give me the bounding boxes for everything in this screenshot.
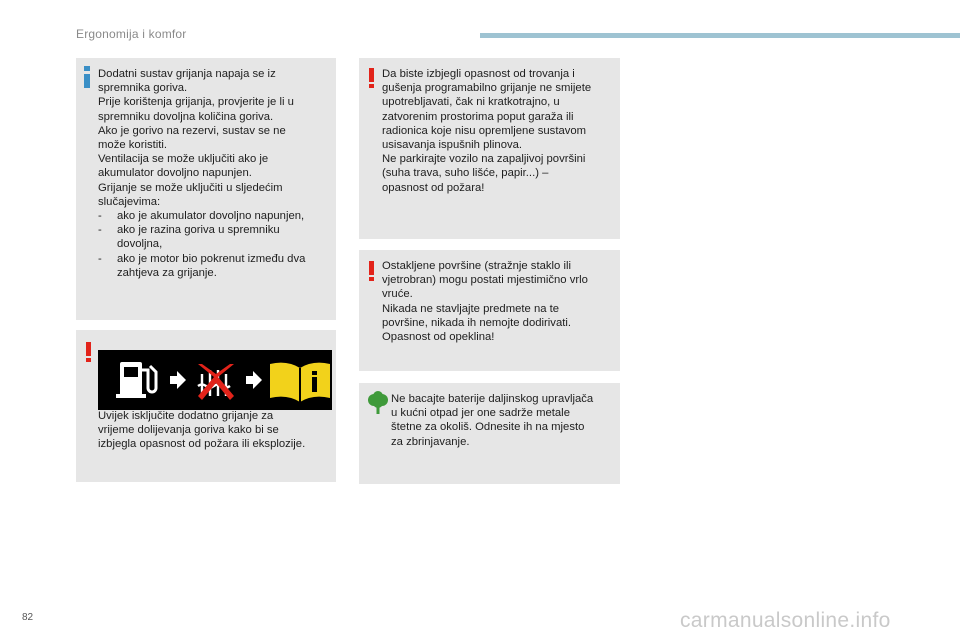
text-line: Ventilacija se može uključiti ako je bbox=[98, 153, 269, 166]
handbook-info-icon bbox=[270, 363, 330, 402]
text-line: spremniku dovoljna količina goriva. bbox=[98, 110, 274, 123]
section-title: Ergonomija i komfor bbox=[76, 27, 187, 41]
text-line: Grijanje se može uključiti u sljedećim bbox=[98, 181, 283, 194]
arrow-right-icon bbox=[246, 371, 262, 389]
list-dash: - bbox=[98, 210, 102, 223]
text-line: površine, nikada ih nemojte dodirivati. bbox=[382, 316, 572, 329]
text-line: slučajevima: bbox=[98, 195, 161, 208]
text-line: gušenja programabilno grijanje ne smijete bbox=[382, 82, 592, 95]
text-line: ako je akumulator dovoljno napunjen, bbox=[117, 210, 305, 223]
warning-icon bbox=[369, 261, 374, 281]
list-item bbox=[98, 209, 334, 223]
list-dash: - bbox=[98, 224, 102, 237]
condition-list bbox=[98, 209, 334, 280]
text-line: zatvorenim prostorima poput garaža ili bbox=[382, 110, 574, 123]
refuel-pictogram bbox=[98, 350, 332, 410]
text-line: Ako je gorivo na rezervi, sustav se ne bbox=[98, 124, 286, 137]
text-line: Ne bacajte baterije daljinskog upravljača bbox=[391, 393, 594, 405]
heater-crossed-icon bbox=[198, 364, 234, 400]
arrow-right-icon bbox=[170, 371, 186, 389]
text-line: Opasnost od opeklina! bbox=[382, 331, 495, 344]
text-line: zahtjeva za grijanje. bbox=[117, 266, 217, 279]
text-line: vruće. bbox=[382, 288, 413, 301]
warning-icon bbox=[369, 68, 374, 88]
environment-note-text bbox=[391, 392, 617, 449]
text-line: može koristiti. bbox=[98, 139, 168, 152]
environment-note-box bbox=[359, 383, 620, 484]
list-item bbox=[98, 252, 334, 280]
text-line: Prije korištenja grijanja, provjerite je li u bbox=[98, 96, 294, 109]
text-line: Ne parkirajte vozilo na zapaljivoj površini bbox=[382, 153, 586, 166]
poisoning-warning-box bbox=[359, 58, 620, 239]
text-line: spremnika goriva. bbox=[98, 82, 188, 95]
text-line: vjetrobran) mogu postati mjestimično vrlo bbox=[382, 274, 588, 287]
text-line: vrijeme dolijevanja goriva kako bi se bbox=[98, 424, 279, 437]
info-note-text bbox=[98, 67, 334, 280]
text-line: Da biste izbjegli opasnost od trovanja i bbox=[382, 68, 575, 80]
info-note-box bbox=[76, 58, 336, 320]
text-line: radionica koje nisu opremljene sustavom bbox=[382, 124, 587, 137]
text-line: izbjegla opasnost od požara ili eksplozije. bbox=[98, 438, 306, 451]
refuel-warning-text bbox=[98, 409, 334, 452]
text-line: ako je motor bio pokrenut između dva bbox=[117, 252, 306, 265]
text-line: Nikada ne stavljajte predmete na te bbox=[382, 302, 560, 315]
text-line: opasnost od požara! bbox=[382, 181, 485, 194]
list-dash: - bbox=[98, 252, 102, 265]
text-line: (suha trava, suho lišće, papir...) – bbox=[382, 167, 549, 180]
burns-warning-box bbox=[359, 250, 620, 371]
eco-tree-icon bbox=[367, 391, 389, 415]
text-line: usisavanja ispušnih plinova. bbox=[382, 139, 523, 152]
fuel-pump-icon bbox=[116, 362, 156, 398]
text-line: za zbrinjavanje. bbox=[391, 435, 470, 448]
watermark-text: carmanualsonline.info bbox=[680, 609, 891, 632]
text-line: dovoljna, bbox=[117, 238, 163, 251]
page-number: 82 bbox=[22, 612, 34, 623]
burns-warning-text bbox=[382, 259, 618, 344]
text-line: štetne za okoliš. Odnesite ih na mjesto bbox=[391, 421, 585, 434]
text-line: ako je razina goriva u spremniku bbox=[117, 224, 280, 237]
info-icon bbox=[84, 66, 90, 88]
text-line: u kućni otpad jer one sadrže metale bbox=[391, 407, 570, 420]
refuel-warning-box bbox=[76, 330, 336, 482]
text-line: Dodatni sustav grijanja napaja se iz bbox=[98, 68, 276, 80]
list-item bbox=[98, 223, 334, 251]
text-line: Uvijek isključite dodatno grijanje za bbox=[98, 410, 274, 422]
text-line: upotrebljavati, čak ni kratkotrajno, u bbox=[382, 96, 560, 109]
text-line: akumulator dovoljno napunjen. bbox=[98, 167, 252, 180]
poisoning-warning-text bbox=[382, 67, 618, 195]
text-line: Ostakljene površine (stražnje staklo ili bbox=[382, 260, 571, 272]
pictogram-svg bbox=[98, 350, 332, 410]
header-accent-bar bbox=[480, 33, 960, 38]
warning-icon bbox=[86, 342, 91, 362]
